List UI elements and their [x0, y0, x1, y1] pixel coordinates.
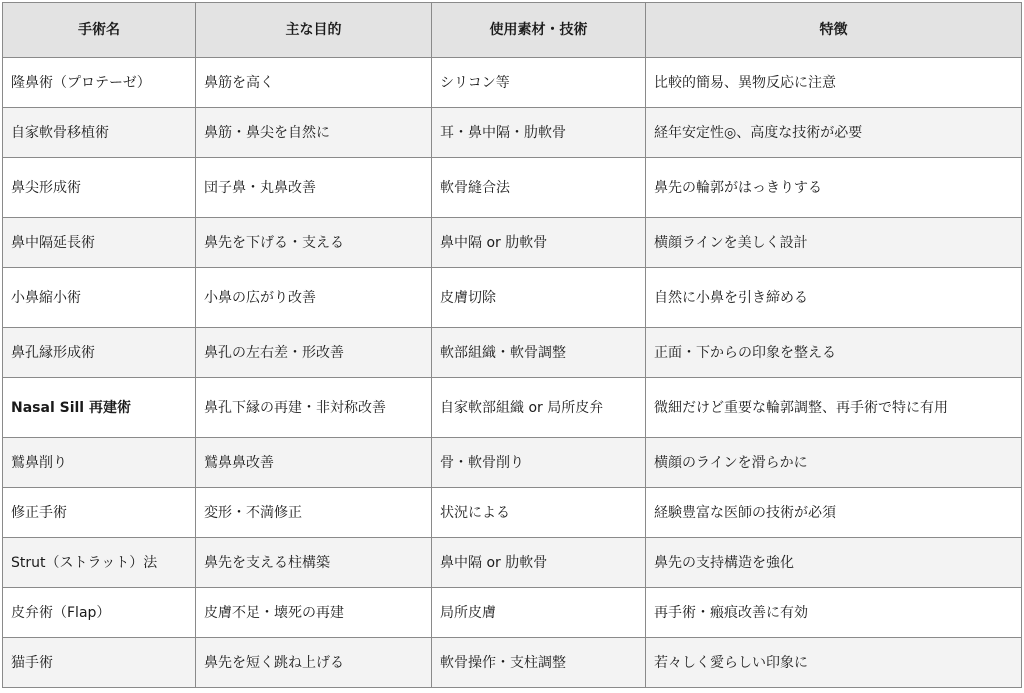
table-row: [3, 268, 1022, 328]
cell-purpose: 変形・不満修正: [196, 488, 432, 538]
table-row: [3, 218, 1022, 268]
table-header: [3, 3, 1022, 58]
cell-material: 状況による: [432, 488, 646, 538]
cell-purpose: 鼻筋・鼻尖を自然に: [196, 108, 432, 158]
table-row: [3, 438, 1022, 488]
table-row: [3, 328, 1022, 378]
cell-purpose: 鼻先を下げる・支える: [196, 218, 432, 268]
cell-procedure-name: Nasal Sill 再建術: [3, 378, 196, 438]
cell-procedure-name: 猫手術: [3, 638, 196, 688]
cell-material: 骨・軟骨削り: [432, 438, 646, 488]
cell-feature: 正面・下からの印象を整える: [646, 328, 1022, 378]
cell-feature: 微細だけど重要な輪郭調整、再手術で特に有用: [646, 378, 1022, 438]
cell-procedure-name: 自家軟骨移植術: [3, 108, 196, 158]
cell-purpose: 鼻先を短く跳ね上げる: [196, 638, 432, 688]
cell-procedure-name: Strut（ストラット）法: [3, 538, 196, 588]
header-material: 使用素材・技術: [432, 3, 646, 58]
cell-procedure-name: 鼻中隔延長術: [3, 218, 196, 268]
table-row: [3, 638, 1022, 688]
table-row: [3, 158, 1022, 218]
cell-feature: 自然に小鼻を引き締める: [646, 268, 1022, 328]
cell-feature: 比較的簡易、異物反応に注意: [646, 58, 1022, 108]
cell-purpose: 小鼻の広がり改善: [196, 268, 432, 328]
header-purpose: 主な目的: [196, 3, 432, 58]
table-row: [3, 538, 1022, 588]
cell-procedure-name: 小鼻縮小術: [3, 268, 196, 328]
cell-purpose: 団子鼻・丸鼻改善: [196, 158, 432, 218]
procedures-table: [2, 2, 1022, 688]
cell-material: シリコン等: [432, 58, 646, 108]
cell-material: 軟骨縫合法: [432, 158, 646, 218]
cell-procedure-name: 修正手術: [3, 488, 196, 538]
table-row: [3, 58, 1022, 108]
cell-feature: 若々しく愛らしい印象に: [646, 638, 1022, 688]
cell-procedure-name: 鷲鼻削り: [3, 438, 196, 488]
cell-feature: 横顔ラインを美しく設計: [646, 218, 1022, 268]
cell-feature: 経年安定性◎、高度な技術が必要: [646, 108, 1022, 158]
header-procedure-name: 手術名: [3, 3, 196, 58]
header-row: [3, 3, 1022, 58]
table-row: [3, 108, 1022, 158]
cell-procedure-name: 皮弁術（Flap）: [3, 588, 196, 638]
cell-purpose: 鷲鼻鼻改善: [196, 438, 432, 488]
cell-procedure-name: 鼻孔縁形成術: [3, 328, 196, 378]
table-row: [3, 488, 1022, 538]
cell-procedure-name: 隆鼻術（プロテーゼ）: [3, 58, 196, 108]
cell-purpose: 皮膚不足・壊死の再建: [196, 588, 432, 638]
cell-purpose: 鼻先を支える柱構築: [196, 538, 432, 588]
cell-material: 軟部組織・軟骨調整: [432, 328, 646, 378]
cell-material: 局所皮膚: [432, 588, 646, 638]
cell-feature: 再手術・瘢痕改善に有効: [646, 588, 1022, 638]
cell-purpose: 鼻孔下縁の再建・非対称改善: [196, 378, 432, 438]
cell-feature: 鼻先の支持構造を強化: [646, 538, 1022, 588]
cell-material: 軟骨操作・支柱調整: [432, 638, 646, 688]
table-row: [3, 378, 1022, 438]
cell-feature: 経験豊富な医師の技術が必須: [646, 488, 1022, 538]
cell-feature: 鼻先の輪郭がはっきりする: [646, 158, 1022, 218]
cell-material: 鼻中隔 or 肋軟骨: [432, 538, 646, 588]
cell-material: 鼻中隔 or 肋軟骨: [432, 218, 646, 268]
cell-procedure-name: 鼻尖形成術: [3, 158, 196, 218]
cell-material: 自家軟部組織 or 局所皮弁: [432, 378, 646, 438]
cell-purpose: 鼻孔の左右差・形改善: [196, 328, 432, 378]
cell-material: 耳・鼻中隔・肋軟骨: [432, 108, 646, 158]
table-body: [3, 58, 1022, 688]
cell-feature: 横顔のラインを滑らかに: [646, 438, 1022, 488]
header-feature: 特徴: [646, 3, 1022, 58]
table-row: [3, 588, 1022, 638]
cell-material: 皮膚切除: [432, 268, 646, 328]
cell-purpose: 鼻筋を高く: [196, 58, 432, 108]
